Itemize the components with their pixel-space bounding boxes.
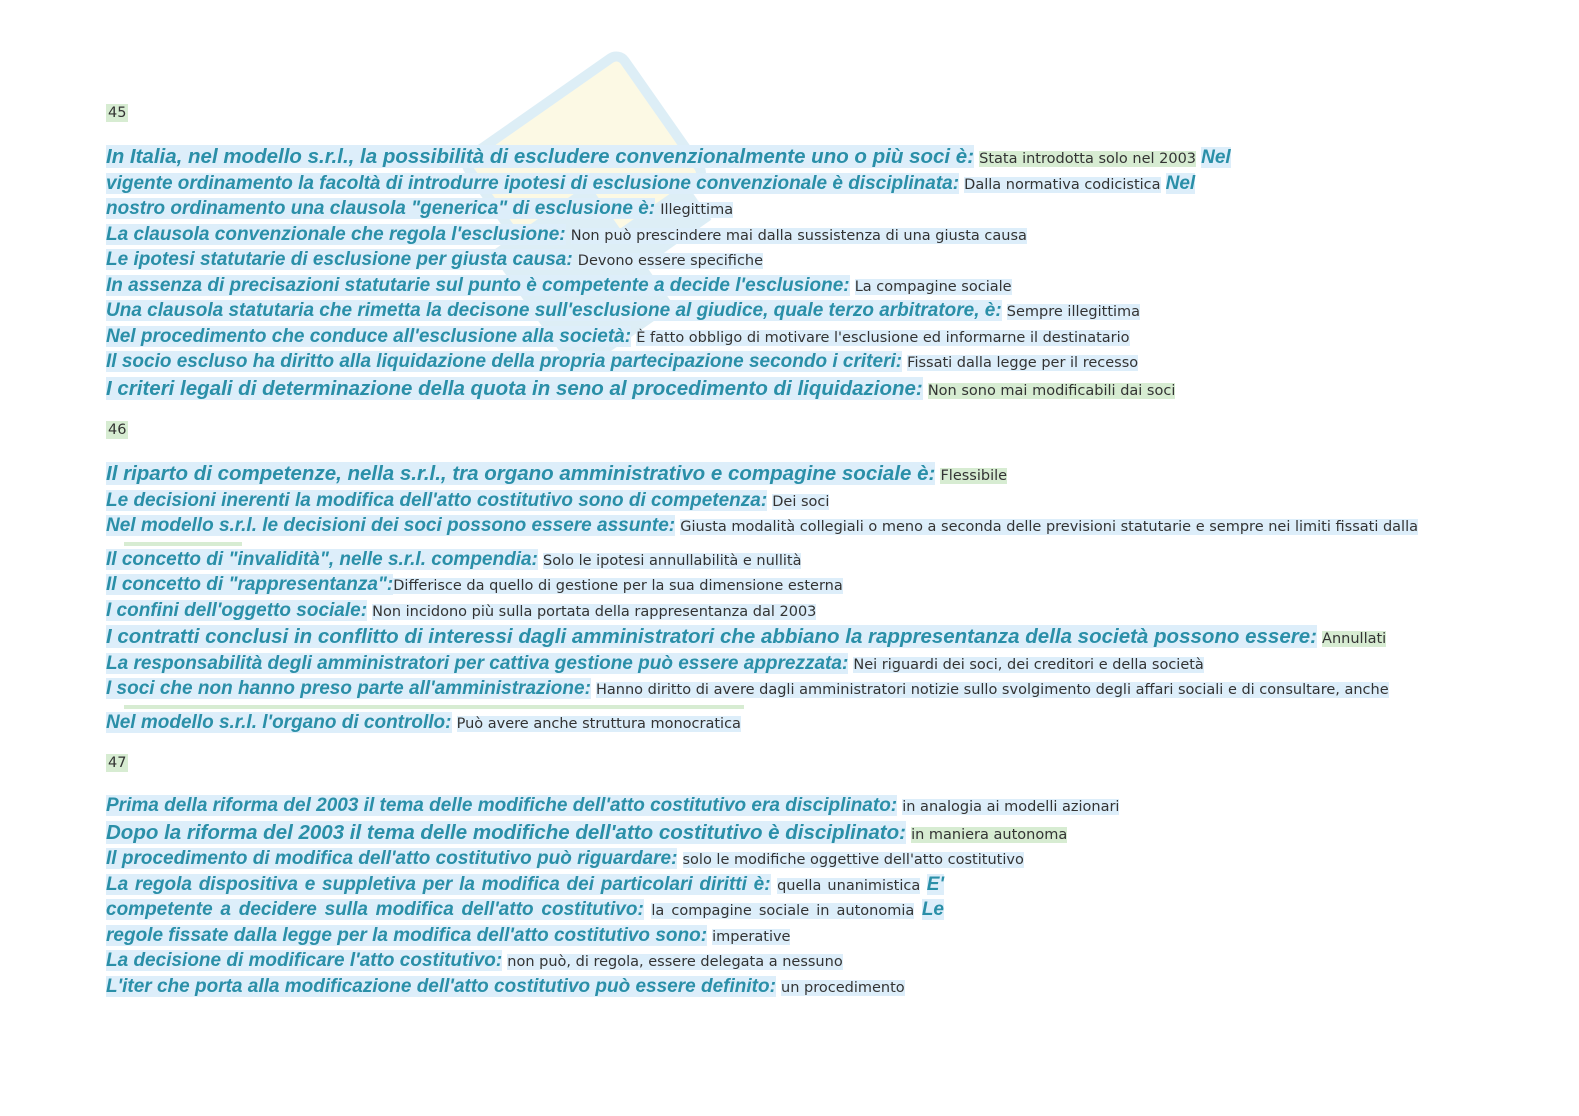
qa-line (106, 949, 1466, 975)
answer: Hanno diritto di avere dagli amministratori notizie sullo svolgimento degli affari sociali e di consultare, anche (596, 682, 1389, 698)
question: In assenza di precisazioni statutarie sul punto è competente a decide l'esclusione: (106, 274, 850, 296)
section-number: 45 (108, 105, 127, 121)
qa-line (106, 820, 1466, 848)
qa-line (106, 461, 1466, 489)
qa-line (106, 489, 1466, 515)
qa-line (106, 248, 1466, 274)
answer: Non sono mai modificabili dai soci (927, 382, 1176, 399)
answer: Giusta modalità collegiali o meno a seconda delle previsioni statutarie e sempre nei limiti fissati dalla (680, 519, 1418, 535)
question: Prima della riforma del 2003 il tema delle modifiche dell'atto costitutivo era disciplinato: (106, 795, 898, 816)
question: La responsabilità degli amministratori per cattiva gestione può essere apprezzata: (106, 652, 849, 674)
answer: imperative (712, 928, 791, 945)
qa-line (106, 223, 1466, 249)
qa-line (106, 847, 1466, 873)
answer: La compagine sociale (854, 278, 1012, 295)
question: Nel modello s.r.l. le decisioni dei soci possono essere assunte: (106, 515, 676, 536)
question: Il concetto di "invalidità", nelle s.r.l. compendia: (106, 548, 538, 570)
question: I criteri legali di determinazione della quota in seno al procedimento di liquidazione: (106, 376, 923, 400)
highlight-stub (124, 542, 242, 546)
answer: Fissati dalla legge per il recesso (907, 355, 1139, 371)
question: Una clausola statutaria che rimetta la decisone sull'esclusione al giudice, quale terzo arbitratore, è: (106, 300, 1002, 321)
qa-run-justified (106, 873, 944, 950)
section-number: 46 (108, 422, 127, 438)
answer: in maniera autonoma (911, 826, 1068, 843)
question: La decisione di modificare l'atto costitutivo: (106, 950, 503, 971)
question: Nel modello s.r.l. l'organo di controllo: (106, 711, 452, 733)
qa-line (106, 514, 1446, 540)
section-46 (106, 417, 1466, 736)
answer: Non incidono più sulla portata della rappresentanza dal 2003 (372, 603, 817, 620)
qa-block (106, 461, 1466, 736)
answer: Flessibile (940, 468, 1008, 484)
answer: non può, di regola, essere delegata a nessuno (507, 954, 843, 970)
question: L'iter che porta alla modificazione dell'atto costitutivo può essere definito: (106, 975, 776, 997)
question: Il riparto di competenze, nella s.r.l., tra organo amministrativo e compagine sociale è: (106, 462, 936, 485)
answer: la compagine sociale in autonomia (651, 903, 915, 919)
question: Il procedimento di modifica dell'atto costitutivo può riguardare: (106, 848, 678, 869)
question: Nel procedimento che conduce all'esclusione alla società: (106, 325, 632, 347)
qa-line (106, 274, 1466, 300)
question: Il concetto di "rappresentanza": (106, 574, 394, 595)
answer: solo le modifiche oggettive dell'atto costitutivo (682, 852, 1024, 868)
qa-line (106, 548, 1466, 574)
answer: Devono essere specifiche (577, 253, 764, 269)
qa-block (106, 144, 1466, 403)
qa-line (106, 652, 1466, 678)
answer: Nei riguardi dei soci, dei creditori e della società (853, 656, 1204, 673)
question: La regola dispositiva e suppletiva per la modifica dei particolari diritti è: (106, 873, 771, 895)
answer: Annullati (1322, 631, 1387, 647)
qa-line (106, 975, 1466, 1001)
answer: Dei soci (772, 493, 830, 510)
question: Dopo la riforma del 2003 il tema delle modifiche dell'atto costitutivo è disciplinato: (106, 820, 906, 844)
question: Nel nostro ordinamento una clausola "generica" di esclusione è: (106, 172, 1196, 219)
answer: in analogia ai modelli azionari (902, 799, 1120, 815)
question: I soci che non hanno preso parte all'amministrazione: (106, 678, 591, 699)
question: Le decisioni inerenti la modifica dell'atto costitutivo sono di competenza: (106, 489, 768, 511)
section-47 (106, 750, 1466, 1000)
answer: Stata introdotta solo nel 2003 (979, 151, 1197, 167)
qa-run-1 (106, 144, 1256, 223)
qa-line (106, 624, 1446, 652)
question: E' competente a decidere sulla modifica dell'atto costitutivo: (106, 873, 944, 920)
question: La clausola convenzionale che regola l'esclusione: (106, 223, 566, 245)
question: Le ipotesi statutarie di esclusione per giusta causa: (106, 249, 573, 270)
question: In Italia, nel modello s.r.l., la possibilità di escludere convenzionalmente uno o più soci è: (106, 145, 975, 168)
qa-line (106, 599, 1466, 625)
answer: Sempre illegittima (1006, 304, 1141, 320)
answer: Può avere anche struttura monocratica (456, 715, 741, 732)
answer: È fatto obbligo di motivare l'esclusione ed informarne il destinatario (636, 329, 1130, 346)
qa-line (106, 325, 1466, 351)
answer: Illegittima (660, 202, 734, 218)
question: I contratti conclusi in conflitto di interessi dagli amministratori che abbiano la rappresentanza della società possono essere: (106, 625, 1317, 648)
answer: Dalla normativa codicistica (964, 176, 1161, 193)
answer: un procedimento (781, 979, 905, 996)
qa-block (106, 794, 1466, 1000)
qa-line (106, 299, 1466, 325)
qa-line (106, 376, 1466, 404)
question: I confini dell'oggetto sociale: (106, 599, 368, 621)
qa-line (106, 677, 1456, 703)
answer: Solo le ipotesi annullabilità e nullità (542, 552, 802, 569)
answer: Non può prescindere mai dalla sussistenza di una giusta causa (570, 227, 1027, 244)
question: Nel vigente ordinamento la facoltà di introdurre ipotesi di esclusione convenzionale è disciplinata: (106, 147, 1231, 194)
answer: quella unanimistica (777, 877, 921, 894)
section-number: 47 (108, 755, 127, 771)
question: Il socio escluso ha diritto alla liquidazione della propria partecipazione secondo i criteri: (106, 351, 903, 372)
qa-line (106, 573, 1466, 599)
highlight-stub (124, 705, 744, 709)
qa-line (106, 794, 1466, 820)
qa-line (106, 711, 1466, 737)
question: Le regole fissate dalla legge per la modifica dell'atto costitutivo sono: (106, 899, 945, 946)
document-page (106, 100, 1466, 1000)
section-45 (106, 100, 1466, 403)
qa-line (106, 350, 1466, 376)
answer: Differisce da quello di gestione per la sua dimensione esterna (393, 578, 843, 594)
